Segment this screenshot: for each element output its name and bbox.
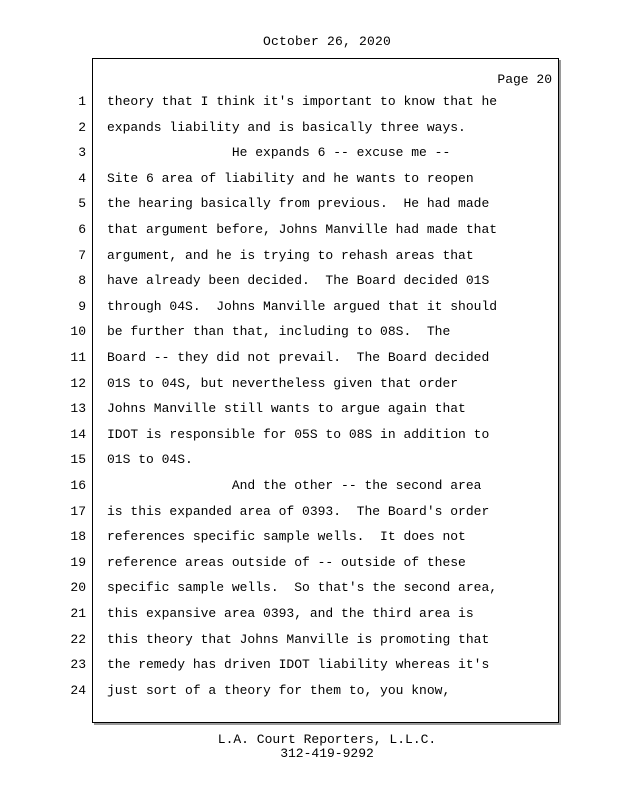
line-text: the hearing basically from previous. He had made: [107, 196, 490, 212]
transcript-line: [0, 502, 560, 522]
transcript-line: [0, 578, 560, 598]
transcript-line: [0, 169, 560, 189]
transcript-line: [0, 425, 560, 445]
line-text: is this expanded area of 0393. The Board's order: [107, 503, 490, 519]
line-number: 4: [78, 170, 86, 186]
line-text: references specific sample wells. It does not: [107, 529, 466, 545]
line-text: reference areas outside of -- outside of these: [107, 554, 466, 570]
line-text: IDOT is responsible for 05S to 08S in addition to: [107, 426, 490, 442]
line-text: that argument before, Johns Manville had made that: [107, 222, 498, 237]
transcript-line: [0, 246, 560, 266]
footer-company: L.A. Court Reporters, L.L.C.: [217, 732, 437, 747]
line-number: 22: [70, 631, 86, 647]
transcript-line: [0, 348, 560, 368]
line-number: 17: [70, 503, 86, 519]
transcript-line: [0, 322, 560, 342]
transcript-line: [0, 681, 560, 701]
line-number: 20: [70, 580, 86, 596]
transcript-line: [0, 118, 560, 138]
transcript-line: [0, 92, 560, 112]
transcript-line: [0, 143, 560, 163]
line-text: just sort of a theory for them to, you know,: [107, 682, 451, 698]
line-number: 15: [70, 452, 86, 468]
line-number: 6: [78, 222, 86, 237]
line-text: have already been decided. The Board decided 01S: [107, 273, 490, 289]
footer: [0, 733, 618, 761]
transcript-line: [0, 399, 560, 419]
transcript-line: [0, 374, 560, 394]
header-date: October 26, 2020: [262, 34, 392, 49]
line-number: 16: [70, 478, 86, 493]
transcript-line: [0, 553, 560, 573]
line-text: specific sample wells. So that's the second area,: [107, 580, 498, 596]
transcript-line: [0, 655, 560, 675]
transcript-line: [0, 527, 560, 547]
line-number: 5: [78, 196, 86, 212]
line-text: 01S to 04S.: [107, 452, 193, 468]
line-number: 2: [78, 119, 86, 135]
line-number: 11: [70, 350, 86, 365]
line-text: be further than that, including to 08S. The: [107, 324, 451, 340]
line-text: this expansive area 0393, and the third area is: [107, 606, 474, 621]
line-text: theory that I think it's important to know that he: [107, 94, 498, 109]
line-text: Site 6 area of liability and he wants to reopen: [107, 170, 474, 186]
line-number: 19: [70, 554, 86, 570]
line-text: expands liability and is basically three ways.: [107, 119, 466, 135]
line-number: 7: [78, 247, 86, 263]
line-number: 23: [70, 657, 86, 673]
line-text: the remedy has driven IDOT liability whereas it's: [107, 657, 490, 673]
transcript-line: [0, 220, 560, 240]
line-number: 18: [70, 529, 86, 545]
line-number: 1: [78, 94, 86, 109]
line-number: 24: [70, 682, 86, 698]
page-number: Page 20: [497, 72, 552, 87]
transcript-line: [0, 271, 560, 291]
line-text: through 04S. Johns Manville argued that it should: [107, 298, 498, 314]
line-number: 14: [70, 426, 86, 442]
line-number: 8: [78, 273, 86, 289]
transcript-line: [0, 297, 560, 317]
transcript-line: [0, 450, 560, 470]
line-number: 9: [78, 298, 86, 314]
line-text: 01S to 04S, but nevertheless given that order: [107, 375, 459, 391]
line-text: And the other -- the second area: [107, 478, 482, 493]
line-text: Board -- they did not prevail. The Board decided: [107, 350, 490, 365]
line-text: Johns Manville still wants to argue again that: [107, 401, 466, 417]
line-text: argument, and he is trying to rehash areas that: [107, 247, 474, 263]
transcript-line: [0, 476, 560, 496]
line-text: this theory that Johns Manville is promoting that: [107, 631, 490, 647]
line-number: 10: [70, 324, 86, 340]
line-number: 13: [70, 401, 86, 417]
line-text: He expands 6 -- excuse me --: [107, 145, 451, 161]
footer-phone: 312-419-9292: [280, 746, 374, 761]
line-number: 3: [78, 145, 86, 161]
transcript-line: [0, 630, 560, 650]
transcript-line: [0, 194, 560, 214]
line-number: 21: [70, 606, 86, 621]
line-number: 12: [70, 375, 86, 391]
transcript-line: [0, 604, 560, 624]
